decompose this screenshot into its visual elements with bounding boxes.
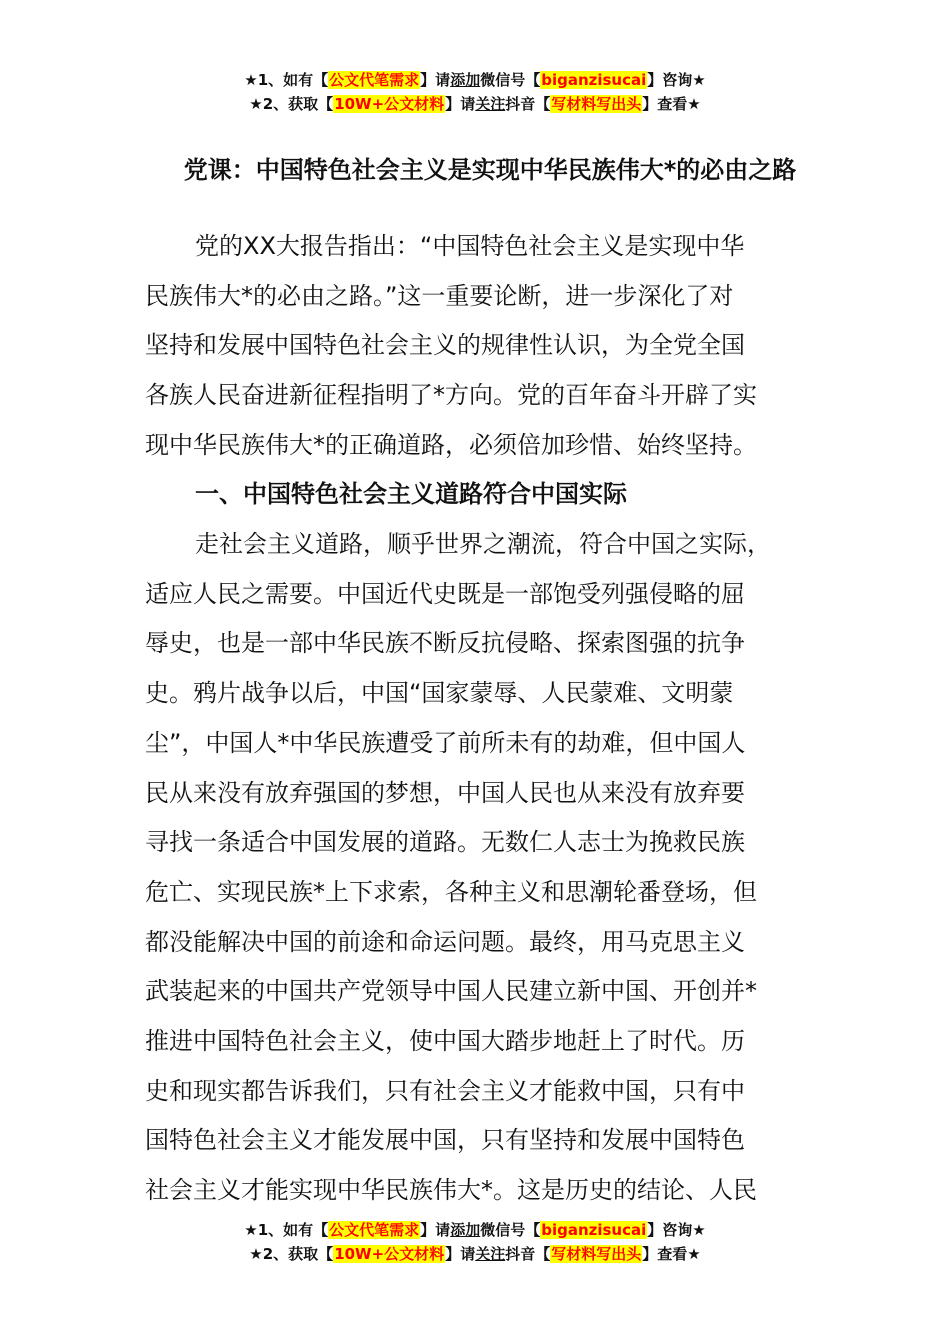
header-banner [0, 68, 950, 116]
highlight-service: 公文代笔需求 [329, 71, 420, 89]
text-line: 坚持和发展中国特色社会主义的规律性认识，为全党全国 [145, 331, 745, 360]
text-line: 推进中国特色社会主义，使中国大踏步地赶上了时代。历 [145, 1027, 745, 1056]
paragraph-intro [145, 222, 835, 471]
banner-line-2: ★2、获取【10W+公文材料】请关注抖音【写材料写出头】查看★ [249, 1245, 701, 1263]
banner-line-1: ★1、如有【公文代笔需求】请添加微信号【biganzisucai】咨询★ [244, 71, 706, 89]
text-line: 国特色社会主义才能发展中国，只有坚持和发展中国特色 [145, 1126, 745, 1155]
text-line: 党的XX大报告指出：“中国特色社会主义是实现中华 [195, 232, 745, 260]
highlight-service: 公文代笔需求 [329, 1221, 420, 1239]
text-line: 走社会主义道路，顺乎世界之潮流，符合中国之实际， [195, 530, 771, 558]
highlight-materials: 10W+公文材料 [334, 1245, 445, 1263]
highlight-douyin-account: 写材料写出头 [551, 1245, 642, 1263]
banner-line-1: ★1、如有【公文代笔需求】请添加微信号【biganzisucai】咨询★ [244, 1221, 706, 1239]
text-line: 适应人民之需要。中国近代史既是一部饱受列强侵略的屈 [145, 579, 745, 608]
text-line: 尘”，中国人*中华民族遭受了前所未有的劫难，但中国人 [145, 728, 746, 757]
document-title: 党课：中国特色社会主义是实现中华民族伟大*的必由之路 [183, 156, 797, 184]
text-line: 史和现实都告诉我们，只有社会主义才能救中国，只有中 [145, 1076, 745, 1105]
text-line: 民族伟大*的必由之路。”这一重要论断，进一步深化了对 [145, 281, 734, 310]
highlight-wechat-id: biganzisucai [541, 71, 647, 89]
text-line: 现中华民族伟大*的正确道路，必须倍加珍惜、始终坚持。 [145, 430, 757, 459]
text-line: 各族人民奋进新征程指明了*方向。党的百年奋斗开辟了实 [145, 381, 757, 410]
text-line: 危亡、实现民族*上下求索，各种主义和思潮轮番登场，但 [145, 877, 757, 906]
text-line: 都没能解决中国的前途和命运问题。最终，用马克思主义 [145, 927, 745, 956]
text-line: 辱史，也是一部中华民族不断反抗侵略、探索图强的抗争 [145, 629, 745, 658]
text-line: 社会主义才能实现中华民族伟大*。这是历史的结论、人民 [145, 1176, 757, 1205]
highlight-materials: 10W+公文材料 [334, 95, 445, 113]
banner-line-2: ★2、获取【10W+公文材料】请关注抖音【写材料写出头】查看★ [249, 95, 701, 113]
paragraph-section-1 [145, 520, 835, 1216]
highlight-douyin-account: 写材料写出头 [551, 95, 642, 113]
text-line: 史。鸦片战争以后，中国“国家蒙辱、人民蒙难、文明蒙 [145, 679, 734, 708]
text-line: 民从来没有放弃强国的梦想，中国人民也从来没有放弃要 [145, 778, 745, 807]
text-line: 寻找一条适合中国发展的道路。无数仁人志士为挽救民族 [145, 828, 745, 857]
highlight-wechat-id: biganzisucai [541, 1221, 647, 1239]
footer-banner [0, 1218, 950, 1266]
section-heading-1: 一、中国特色社会主义道路符合中国实际 [195, 480, 627, 508]
text-line: 武装起来的中国共产党领导中国人民建立新中国、开创并* [145, 977, 757, 1006]
